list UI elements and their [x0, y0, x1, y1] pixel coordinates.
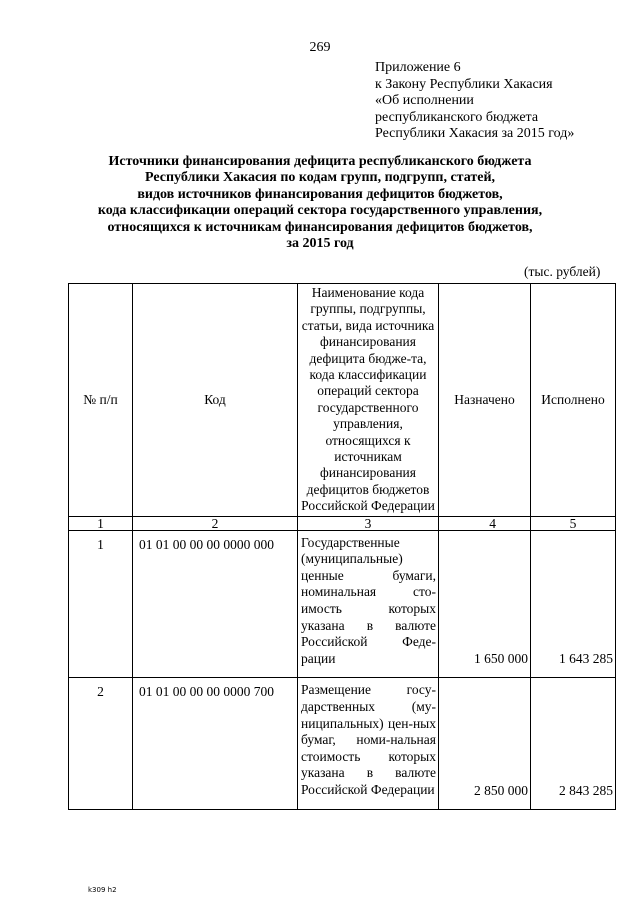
- header-name: Наименование кода группы, подгруппы, статьи, вида источника финансирования дефицита бюдже-та, кода классификации операций сектора государственного управления, относящихся к источникам финансирования дефицитов бюджетов Российской Федерации: [298, 284, 439, 517]
- row-code: 01 01 00 00 00 0000 700: [133, 678, 298, 809]
- row-code: 01 01 00 00 00 0000 000: [133, 530, 298, 678]
- header-executed: Исполнено: [531, 284, 616, 517]
- title-line: кода классификации операций сектора государственного управления,: [97, 203, 543, 219]
- column-index: 2: [133, 516, 298, 530]
- appendix-line: к Закону Республики Хакасия: [375, 76, 553, 92]
- header-code: Код: [133, 284, 298, 517]
- footer-code: k309 h2: [88, 886, 117, 894]
- table-header-row: [69, 284, 616, 517]
- row-name: Государственные (муниципальные) ценные бумаги, номинальная сто-имость которых указана в валюте Российской Феде-рации: [298, 530, 439, 678]
- row-executed: 2 843 285: [531, 678, 616, 809]
- appendix-line: Приложение 6: [375, 60, 461, 75]
- row-name: Размещение госу-дарственных (му-ниципальных) цен-ных бумаг, номи-нальная стоимость которых указана в валюте Российской Федерации: [298, 678, 439, 809]
- units-label: (тыс. рублей): [524, 264, 601, 279]
- financing-table: [68, 283, 616, 810]
- title-line: Республики Хакасия по кодам групп, подгрупп, статей,: [144, 170, 496, 186]
- table-row: [69, 530, 616, 678]
- appendix-block: [375, 60, 625, 143]
- title-line: за 2015 год: [286, 236, 354, 252]
- page-number: 269: [309, 40, 331, 55]
- header-assigned: Назначено: [439, 284, 531, 517]
- column-index: 3: [298, 516, 439, 530]
- row-num: 2: [69, 678, 133, 809]
- appendix-line: «Об исполнении: [375, 93, 474, 108]
- row-assigned: 1 650 000: [439, 530, 531, 678]
- row-assigned: 2 850 000: [439, 678, 531, 809]
- row-executed: 1 643 285: [531, 530, 616, 678]
- appendix-line: Республики Хакасия за 2015 год»: [375, 126, 575, 141]
- column-index-row: [69, 516, 616, 530]
- row-num: 1: [69, 530, 133, 678]
- document-title: [40, 154, 600, 252]
- header-num: № п/п: [69, 284, 133, 517]
- column-index: 4: [439, 516, 531, 530]
- column-index: 1: [69, 516, 133, 530]
- appendix-line: республиканского бюджета: [375, 109, 539, 125]
- title-line: Источники финансирования дефицита республиканского бюджета: [108, 154, 532, 169]
- table-row: [69, 678, 616, 809]
- title-line: относящихся к источникам финансирования дефицитов бюджетов,: [107, 219, 533, 235]
- title-line: видов источников финансирования дефицитов бюджетов,: [137, 186, 503, 202]
- column-index: 5: [531, 516, 616, 530]
